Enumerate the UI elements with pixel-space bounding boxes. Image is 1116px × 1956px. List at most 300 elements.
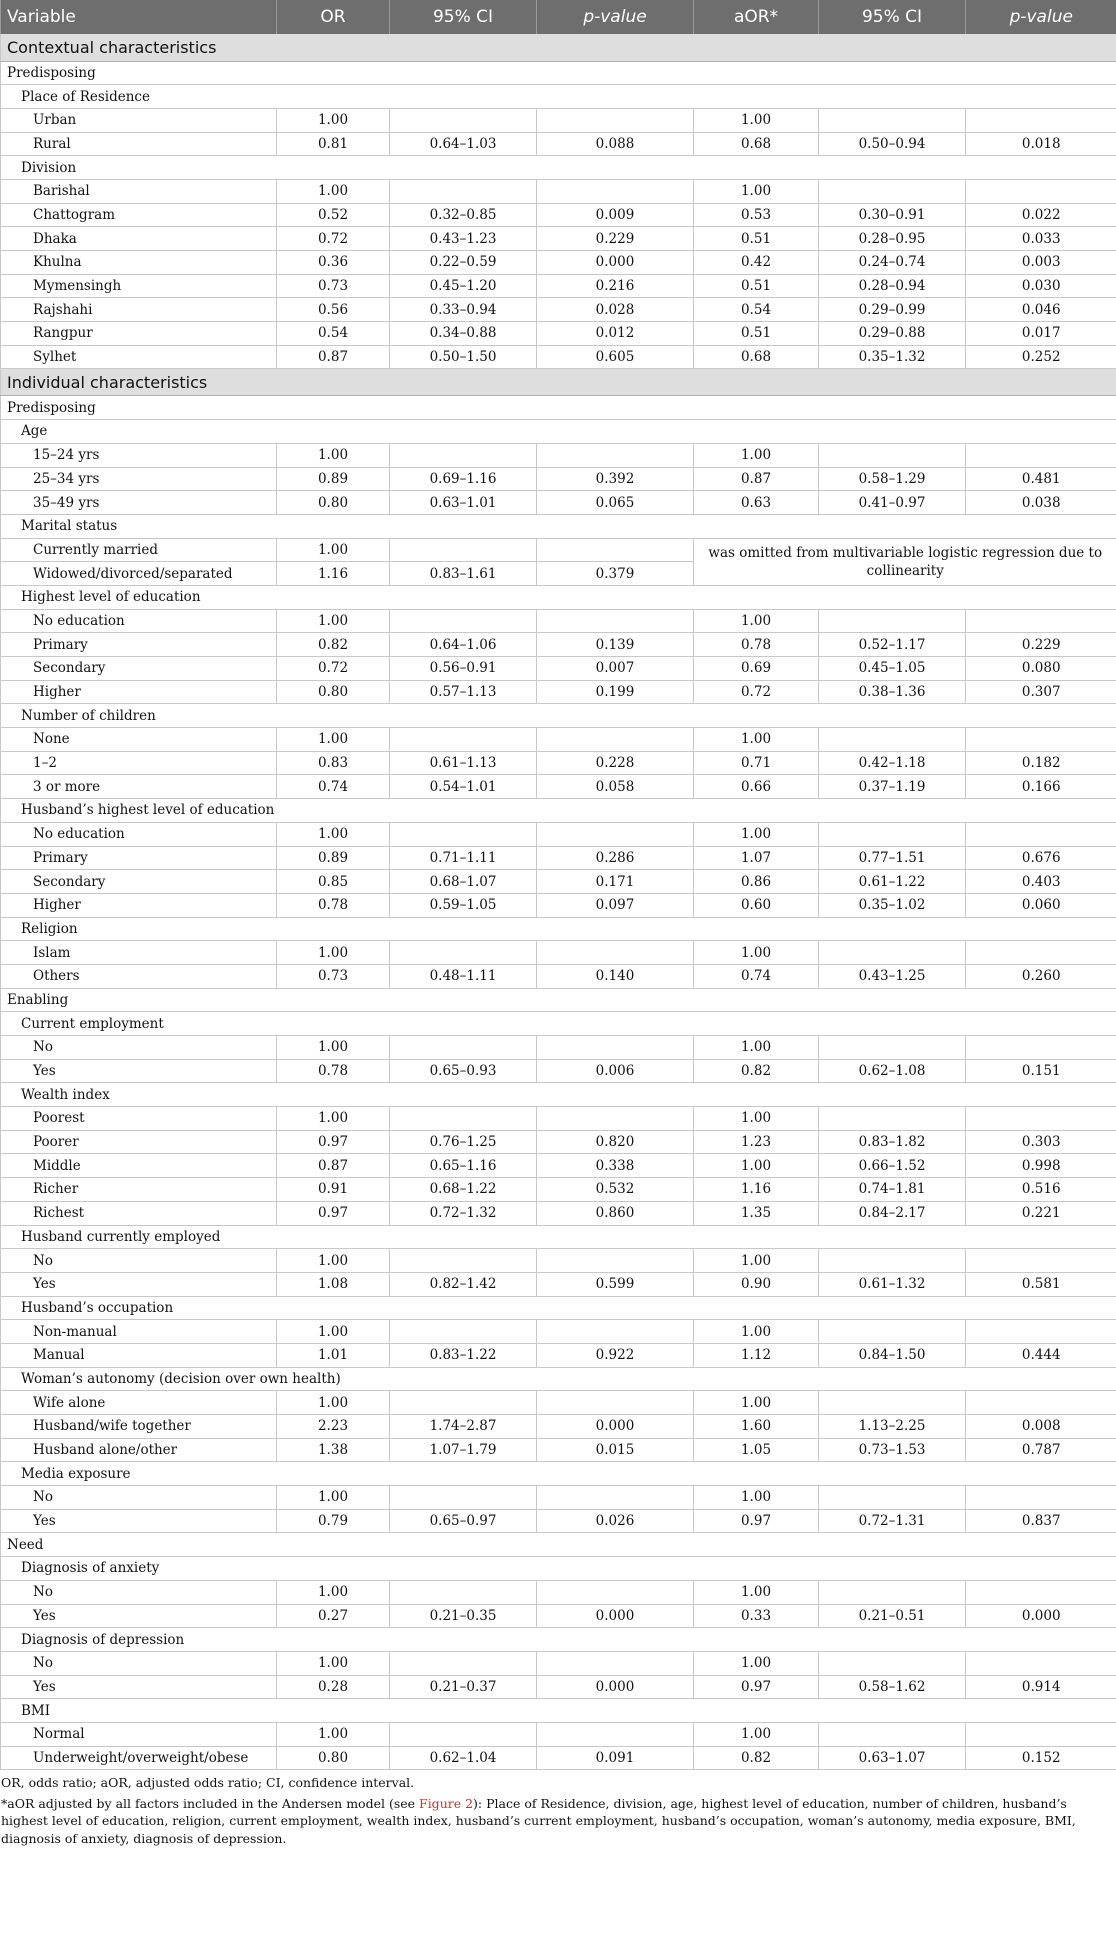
cell-aor: 1.00 <box>694 1651 819 1675</box>
table-row <box>1 108 1116 132</box>
cell-aci <box>819 1036 966 1060</box>
cell-aci: 0.61–1.22 <box>819 870 966 894</box>
cell-aci <box>819 1580 966 1604</box>
cell-ci: 0.48–1.11 <box>390 964 537 988</box>
row-label: Yes <box>1 1604 277 1628</box>
cell-aci: 0.21–0.51 <box>819 1604 966 1628</box>
cell-aci <box>819 1722 966 1746</box>
cell-aci: 0.35–1.32 <box>819 345 966 369</box>
table-row <box>1 274 1116 298</box>
row-label: No education <box>1 822 277 846</box>
row-label: Rangpur <box>1 322 277 346</box>
cell-adj-p-value: 0.046 <box>966 298 1116 322</box>
header-adj-p-value: p-value <box>966 0 1116 34</box>
group-row <box>1 514 1116 538</box>
table-row <box>1 633 1116 657</box>
cell-aor: 1.00 <box>694 728 819 752</box>
cell-p-value: 0.338 <box>537 1154 694 1178</box>
table-footnotes <box>0 1770 1115 1847</box>
row-label: No education <box>1 609 277 633</box>
cell-aci <box>819 108 966 132</box>
cell-ci: 0.71–1.11 <box>390 846 537 870</box>
cell-or: 0.78 <box>277 893 390 917</box>
group-label: Diagnosis of depression <box>1 1628 1116 1652</box>
cell-ci: 0.32–0.85 <box>390 203 537 227</box>
cell-aor: 1.00 <box>694 609 819 633</box>
cell-ci: 1.74–2.87 <box>390 1415 537 1439</box>
row-label: Normal <box>1 1722 277 1746</box>
omitted-note: was omitted from multivariable logistic regression due to collinearity <box>694 538 1116 585</box>
cell-aor: 1.00 <box>694 1154 819 1178</box>
cell-aci <box>819 941 966 965</box>
row-label: Primary <box>1 633 277 657</box>
cell-p-value: 0.229 <box>537 227 694 251</box>
cell-adj-p-value: 0.403 <box>966 870 1116 894</box>
group-label: Current employment <box>1 1012 1116 1036</box>
cell-aor: 1.00 <box>694 443 819 467</box>
table-row <box>1 1722 1116 1746</box>
cell-ci: 0.57–1.13 <box>390 680 537 704</box>
cell-adj-p-value: 0.033 <box>966 227 1116 251</box>
cell-ci: 0.83–1.61 <box>390 562 537 586</box>
cell-adj-p-value <box>966 1036 1116 1060</box>
cell-aor: 0.87 <box>694 467 819 491</box>
table-row <box>1 1272 1116 1296</box>
cell-aci: 0.61–1.32 <box>819 1272 966 1296</box>
cell-or: 0.72 <box>277 227 390 251</box>
table-row <box>1 1438 1116 1462</box>
cell-aor: 1.00 <box>694 1486 819 1510</box>
cell-p-value: 0.012 <box>537 322 694 346</box>
cell-ci <box>390 108 537 132</box>
row-label: Yes <box>1 1272 277 1296</box>
group-label: Age <box>1 420 1116 444</box>
cell-adj-p-value <box>966 1580 1116 1604</box>
cell-or: 0.80 <box>277 680 390 704</box>
cell-or: 1.01 <box>277 1343 390 1367</box>
table-row <box>1 467 1116 491</box>
cell-ci: 0.64–1.06 <box>390 633 537 657</box>
cell-adj-p-value <box>966 108 1116 132</box>
cell-adj-p-value: 0.018 <box>966 132 1116 156</box>
table-row <box>1 1509 1116 1533</box>
cell-aor: 0.51 <box>694 274 819 298</box>
cell-ci: 0.62–1.04 <box>390 1746 537 1770</box>
cell-p-value: 0.139 <box>537 633 694 657</box>
figure-2-link[interactable]: Figure 2 <box>419 1795 474 1811</box>
cell-or: 0.36 <box>277 251 390 275</box>
cell-aci: 1.13–2.25 <box>819 1415 966 1439</box>
cell-p-value: 0.860 <box>537 1201 694 1225</box>
table-row <box>1 964 1116 988</box>
cell-or: 0.97 <box>277 1130 390 1154</box>
cell-adj-p-value: 0.152 <box>966 1746 1116 1770</box>
cell-aci: 0.29–0.99 <box>819 298 966 322</box>
cell-or: 1.00 <box>277 1036 390 1060</box>
row-label: 35–49 yrs <box>1 491 277 515</box>
cell-or: 1.00 <box>277 538 390 562</box>
header-variable: Variable <box>1 0 277 34</box>
row-label: 25–34 yrs <box>1 467 277 491</box>
cell-aor: 1.00 <box>694 941 819 965</box>
cell-or: 0.80 <box>277 491 390 515</box>
cell-aci: 0.43–1.25 <box>819 964 966 988</box>
cell-or: 0.72 <box>277 657 390 681</box>
cell-adj-p-value: 0.303 <box>966 1130 1116 1154</box>
cell-aor: 0.78 <box>694 633 819 657</box>
section-row <box>1 369 1116 396</box>
table-row <box>1 1320 1116 1344</box>
header-ci: 95% CI <box>390 0 537 34</box>
cell-ci <box>390 728 537 752</box>
cell-or: 0.73 <box>277 274 390 298</box>
group-row <box>1 1628 1116 1652</box>
cell-p-value <box>537 1391 694 1415</box>
cell-aor: 0.74 <box>694 964 819 988</box>
cell-aor: 1.00 <box>694 1391 819 1415</box>
group-label: Woman’s autonomy (decision over own health) <box>1 1367 1116 1391</box>
cell-aci: 0.37–1.19 <box>819 775 966 799</box>
header-aor: aOR* <box>694 0 819 34</box>
cell-ci <box>390 443 537 467</box>
cell-ci: 0.33–0.94 <box>390 298 537 322</box>
cell-aci: 0.72–1.31 <box>819 1509 966 1533</box>
cell-aor: 0.54 <box>694 298 819 322</box>
cell-or: 1.00 <box>277 941 390 965</box>
cell-p-value: 0.009 <box>537 203 694 227</box>
cell-p-value: 0.088 <box>537 132 694 156</box>
cell-adj-p-value: 0.022 <box>966 203 1116 227</box>
row-label: Yes <box>1 1059 277 1083</box>
cell-ci: 0.69–1.16 <box>390 467 537 491</box>
cell-aci <box>819 728 966 752</box>
cell-or: 0.54 <box>277 322 390 346</box>
cell-p-value: 0.922 <box>537 1343 694 1367</box>
cell-aor: 0.33 <box>694 1604 819 1628</box>
cell-adj-p-value: 0.998 <box>966 1154 1116 1178</box>
row-label: Higher <box>1 680 277 704</box>
group-label: Husband currently employed <box>1 1225 1116 1249</box>
cell-p-value: 0.599 <box>537 1272 694 1296</box>
cell-aci: 0.63–1.07 <box>819 1746 966 1770</box>
cell-p-value: 0.228 <box>537 751 694 775</box>
cell-aor: 1.00 <box>694 1036 819 1060</box>
table-row <box>1 1154 1116 1178</box>
table-row <box>1 1486 1116 1510</box>
group-label: Husband’s occupation <box>1 1296 1116 1320</box>
cell-or: 1.00 <box>277 1107 390 1131</box>
table-row <box>1 751 1116 775</box>
cell-adj-p-value <box>966 443 1116 467</box>
cell-aor: 1.00 <box>694 822 819 846</box>
table-row <box>1 941 1116 965</box>
cell-aci: 0.83–1.82 <box>819 1130 966 1154</box>
cell-adj-p-value <box>966 1249 1116 1273</box>
cell-aci: 0.62–1.08 <box>819 1059 966 1083</box>
subsection-row <box>1 1533 1116 1557</box>
cell-aor: 1.16 <box>694 1178 819 1202</box>
row-label: Secondary <box>1 870 277 894</box>
group-row <box>1 1012 1116 1036</box>
cell-adj-p-value: 0.581 <box>966 1272 1116 1296</box>
cell-aor: 0.90 <box>694 1272 819 1296</box>
cell-or: 0.73 <box>277 964 390 988</box>
cell-adj-p-value: 0.008 <box>966 1415 1116 1439</box>
subsection-row <box>1 988 1116 1012</box>
table-row <box>1 1201 1116 1225</box>
cell-adj-p-value: 0.017 <box>966 322 1116 346</box>
cell-p-value: 0.140 <box>537 964 694 988</box>
cell-or: 0.87 <box>277 345 390 369</box>
cell-p-value: 0.820 <box>537 1130 694 1154</box>
group-row <box>1 799 1116 823</box>
cell-aci <box>819 1486 966 1510</box>
cell-aci <box>819 609 966 633</box>
cell-aor: 1.00 <box>694 1107 819 1131</box>
row-label: Rajshahi <box>1 298 277 322</box>
cell-ci: 0.63–1.01 <box>390 491 537 515</box>
cell-aci <box>819 1249 966 1273</box>
cell-ci: 0.64–1.03 <box>390 132 537 156</box>
table-row <box>1 1343 1116 1367</box>
row-label: Rural <box>1 132 277 156</box>
cell-p-value <box>537 1107 694 1131</box>
cell-adj-p-value: 0.166 <box>966 775 1116 799</box>
table-row <box>1 1178 1116 1202</box>
cell-or: 1.00 <box>277 1391 390 1415</box>
cell-aor: 0.82 <box>694 1746 819 1770</box>
cell-p-value: 0.006 <box>537 1059 694 1083</box>
cell-aci: 0.84–2.17 <box>819 1201 966 1225</box>
cell-adj-p-value: 0.060 <box>966 893 1116 917</box>
cell-or: 0.28 <box>277 1675 390 1699</box>
cell-or: 0.74 <box>277 775 390 799</box>
cell-aci <box>819 1651 966 1675</box>
row-label: Sylhet <box>1 345 277 369</box>
cell-p-value <box>537 538 694 562</box>
group-label: Diagnosis of anxiety <box>1 1557 1116 1581</box>
cell-ci <box>390 1580 537 1604</box>
cell-or: 1.00 <box>277 822 390 846</box>
group-row <box>1 1462 1116 1486</box>
cell-or: 1.00 <box>277 1722 390 1746</box>
cell-adj-p-value: 0.252 <box>966 345 1116 369</box>
cell-or: 1.00 <box>277 609 390 633</box>
row-label: Husband/wife together <box>1 1415 277 1439</box>
cell-p-value <box>537 1651 694 1675</box>
cell-aci: 0.38–1.36 <box>819 680 966 704</box>
cell-ci: 1.07–1.79 <box>390 1438 537 1462</box>
group-row <box>1 1296 1116 1320</box>
cell-adj-p-value <box>966 179 1116 203</box>
row-label: Mymensingh <box>1 274 277 298</box>
row-label: Currently married <box>1 538 277 562</box>
cell-p-value: 0.392 <box>537 467 694 491</box>
table-row <box>1 657 1116 681</box>
header-aci: 95% CI <box>819 0 966 34</box>
cell-aci <box>819 1107 966 1131</box>
cell-aor: 1.00 <box>694 1249 819 1273</box>
cell-aci: 0.84–1.50 <box>819 1343 966 1367</box>
group-label: Division <box>1 156 1116 180</box>
table-row <box>1 298 1116 322</box>
cell-adj-p-value <box>966 941 1116 965</box>
table-row <box>1 1391 1116 1415</box>
table-row <box>1 1675 1116 1699</box>
cell-aor: 0.69 <box>694 657 819 681</box>
cell-p-value <box>537 108 694 132</box>
cell-or: 0.81 <box>277 132 390 156</box>
cell-p-value: 0.028 <box>537 298 694 322</box>
cell-aci: 0.41–0.97 <box>819 491 966 515</box>
cell-aor: 1.60 <box>694 1415 819 1439</box>
row-label: Islam <box>1 941 277 965</box>
row-label: Urban <box>1 108 277 132</box>
cell-ci <box>390 538 537 562</box>
cell-ci: 0.21–0.35 <box>390 1604 537 1628</box>
cell-p-value: 0.605 <box>537 345 694 369</box>
cell-or: 0.97 <box>277 1201 390 1225</box>
subsection-label: Enabling <box>1 988 1116 1012</box>
row-label: Higher <box>1 893 277 917</box>
cell-ci <box>390 822 537 846</box>
cell-ci: 0.21–0.37 <box>390 1675 537 1699</box>
row-label: Khulna <box>1 251 277 275</box>
table-row <box>1 1107 1116 1131</box>
cell-adj-p-value: 0.000 <box>966 1604 1116 1628</box>
cell-aor: 0.53 <box>694 203 819 227</box>
row-label: Secondary <box>1 657 277 681</box>
table-row <box>1 846 1116 870</box>
group-label: Religion <box>1 917 1116 941</box>
row-label: Poorer <box>1 1130 277 1154</box>
cell-aor: 1.00 <box>694 108 819 132</box>
cell-aci: 0.30–0.91 <box>819 203 966 227</box>
cell-or: 0.52 <box>277 203 390 227</box>
cell-or: 1.00 <box>277 1651 390 1675</box>
table-row <box>1 1651 1116 1675</box>
cell-or: 1.00 <box>277 179 390 203</box>
subsection-label: Need <box>1 1533 1116 1557</box>
cell-p-value <box>537 941 694 965</box>
cell-or: 0.85 <box>277 870 390 894</box>
row-label: Chattogram <box>1 203 277 227</box>
cell-p-value: 0.286 <box>537 846 694 870</box>
group-row <box>1 1557 1116 1581</box>
table-row <box>1 251 1116 275</box>
cell-ci: 0.65–1.16 <box>390 1154 537 1178</box>
cell-aor: 0.68 <box>694 345 819 369</box>
cell-adj-p-value: 0.030 <box>966 274 1116 298</box>
cell-aci: 0.52–1.17 <box>819 633 966 657</box>
cell-aor: 0.60 <box>694 893 819 917</box>
cell-ci: 0.68–1.07 <box>390 870 537 894</box>
group-row <box>1 585 1116 609</box>
group-row <box>1 420 1116 444</box>
cell-or: 0.79 <box>277 1509 390 1533</box>
cell-adj-p-value <box>966 1486 1116 1510</box>
cell-p-value: 0.216 <box>537 274 694 298</box>
cell-ci <box>390 179 537 203</box>
cell-or: 0.82 <box>277 633 390 657</box>
table-row <box>1 491 1116 515</box>
table-row <box>1 775 1116 799</box>
cell-p-value: 0.097 <box>537 893 694 917</box>
cell-aci: 0.45–1.05 <box>819 657 966 681</box>
cell-adj-p-value <box>966 1107 1116 1131</box>
cell-aor: 1.05 <box>694 1438 819 1462</box>
cell-adj-p-value <box>966 609 1116 633</box>
cell-ci: 0.65–0.93 <box>390 1059 537 1083</box>
group-row <box>1 1083 1116 1107</box>
footnote-adj-prefix: *aOR adjusted by all factors included in the Andersen model (see <box>1 1795 420 1811</box>
cell-or: 0.80 <box>277 1746 390 1770</box>
cell-ci <box>390 1107 537 1131</box>
table-row <box>1 609 1116 633</box>
cell-ci: 0.56–0.91 <box>390 657 537 681</box>
cell-ci: 0.59–1.05 <box>390 893 537 917</box>
cell-adj-p-value <box>966 1391 1116 1415</box>
cell-or: 0.89 <box>277 846 390 870</box>
cell-adj-p-value <box>966 822 1116 846</box>
cell-aor: 1.12 <box>694 1343 819 1367</box>
cell-adj-p-value: 0.229 <box>966 633 1116 657</box>
group-row <box>1 156 1116 180</box>
cell-aci <box>819 179 966 203</box>
cell-aci: 0.73–1.53 <box>819 1438 966 1462</box>
cell-or: 1.00 <box>277 1486 390 1510</box>
cell-p-value: 0.058 <box>537 775 694 799</box>
cell-adj-p-value: 0.837 <box>966 1509 1116 1533</box>
cell-adj-p-value: 0.444 <box>966 1343 1116 1367</box>
cell-or: 0.78 <box>277 1059 390 1083</box>
cell-ci: 0.34–0.88 <box>390 322 537 346</box>
cell-p-value <box>537 1486 694 1510</box>
table-body <box>1 34 1116 1770</box>
cell-ci: 0.72–1.32 <box>390 1201 537 1225</box>
subsection-label: Predisposing <box>1 396 1116 420</box>
row-label: Middle <box>1 1154 277 1178</box>
cell-aci: 0.66–1.52 <box>819 1154 966 1178</box>
cell-p-value <box>537 822 694 846</box>
section-row <box>1 34 1116 61</box>
cell-aci: 0.42–1.18 <box>819 751 966 775</box>
row-label: 1–2 <box>1 751 277 775</box>
row-label: 15–24 yrs <box>1 443 277 467</box>
cell-p-value <box>537 1036 694 1060</box>
row-label: Barishal <box>1 179 277 203</box>
cell-ci: 0.82–1.42 <box>390 1272 537 1296</box>
row-label: None <box>1 728 277 752</box>
cell-p-value: 0.091 <box>537 1746 694 1770</box>
table-row <box>1 1130 1116 1154</box>
cell-adj-p-value <box>966 1651 1116 1675</box>
table-row <box>1 1036 1116 1060</box>
cell-p-value: 0.007 <box>537 657 694 681</box>
table-row <box>1 132 1116 156</box>
group-label: Husband’s highest level of education <box>1 799 1116 823</box>
cell-ci <box>390 1391 537 1415</box>
row-label: Manual <box>1 1343 277 1367</box>
table-row <box>1 345 1116 369</box>
cell-p-value <box>537 1580 694 1604</box>
cell-adj-p-value: 0.307 <box>966 680 1116 704</box>
group-label: Number of children <box>1 704 1116 728</box>
cell-aci: 0.74–1.81 <box>819 1178 966 1202</box>
cell-adj-p-value: 0.003 <box>966 251 1116 275</box>
footnote-abbreviations: OR, odds ratio; aOR, adjusted odds ratio; CI, confidence interval. <box>1 1775 415 1791</box>
cell-p-value: 0.000 <box>537 251 694 275</box>
